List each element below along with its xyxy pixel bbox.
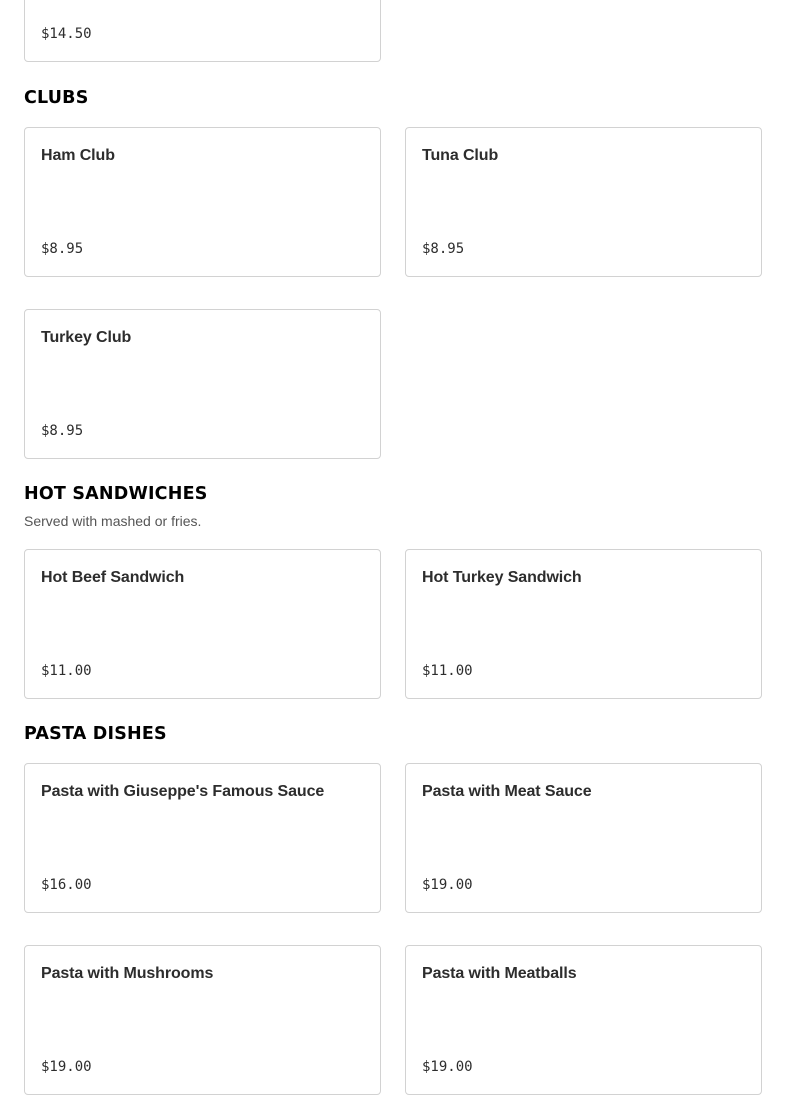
menu-item-name: Hot Beef Sandwich xyxy=(41,569,185,586)
menu-item-card[interactable] xyxy=(24,945,381,1095)
menu-item-price: $8.95 xyxy=(422,241,465,257)
menu-item-name: Pasta with Giuseppe's Famous Sauce xyxy=(41,783,325,800)
menu-item-card[interactable] xyxy=(405,127,762,277)
menu-item-price: $8.95 xyxy=(41,423,84,439)
menu-item-price: $14.50 xyxy=(41,26,92,42)
section-description: Served with mashed or fries. xyxy=(24,513,202,529)
section-title-clubs: CLUBS xyxy=(24,88,89,108)
menu-item-name: Ham Club xyxy=(41,147,115,164)
section-title-hot-sandwiches: HOT SANDWICHES xyxy=(24,484,208,504)
menu-item-name: Tuna Club xyxy=(422,147,499,164)
menu-item-card[interactable] xyxy=(405,945,762,1095)
menu-item-name: Pasta with Mushrooms xyxy=(41,965,214,982)
menu-item-price: $16.00 xyxy=(41,877,92,893)
menu-item-card[interactable] xyxy=(24,309,381,459)
menu-item-price: $8.95 xyxy=(41,241,84,257)
menu-item-name: Turkey Club xyxy=(41,329,132,346)
menu-item-card[interactable] xyxy=(24,549,381,699)
section-title-pasta-dishes: PASTA DISHES xyxy=(24,724,167,744)
menu-item-card[interactable] xyxy=(405,549,762,699)
menu-item-card[interactable] xyxy=(24,0,381,62)
menu-item-card[interactable] xyxy=(24,127,381,277)
menu-item-card[interactable] xyxy=(405,763,762,913)
menu-item-price: $19.00 xyxy=(422,877,473,893)
menu-item-price: $11.00 xyxy=(422,663,473,679)
menu-item-price: $11.00 xyxy=(41,663,92,679)
menu-item-name: Pasta with Meat Sauce xyxy=(422,783,592,800)
menu-item-name: Hot Turkey Sandwich xyxy=(422,569,582,586)
menu-item-card[interactable] xyxy=(24,763,381,913)
menu-item-price: $19.00 xyxy=(422,1059,473,1075)
menu-item-price: $19.00 xyxy=(41,1059,92,1075)
menu-item-name: Pasta with Meatballs xyxy=(422,965,577,982)
